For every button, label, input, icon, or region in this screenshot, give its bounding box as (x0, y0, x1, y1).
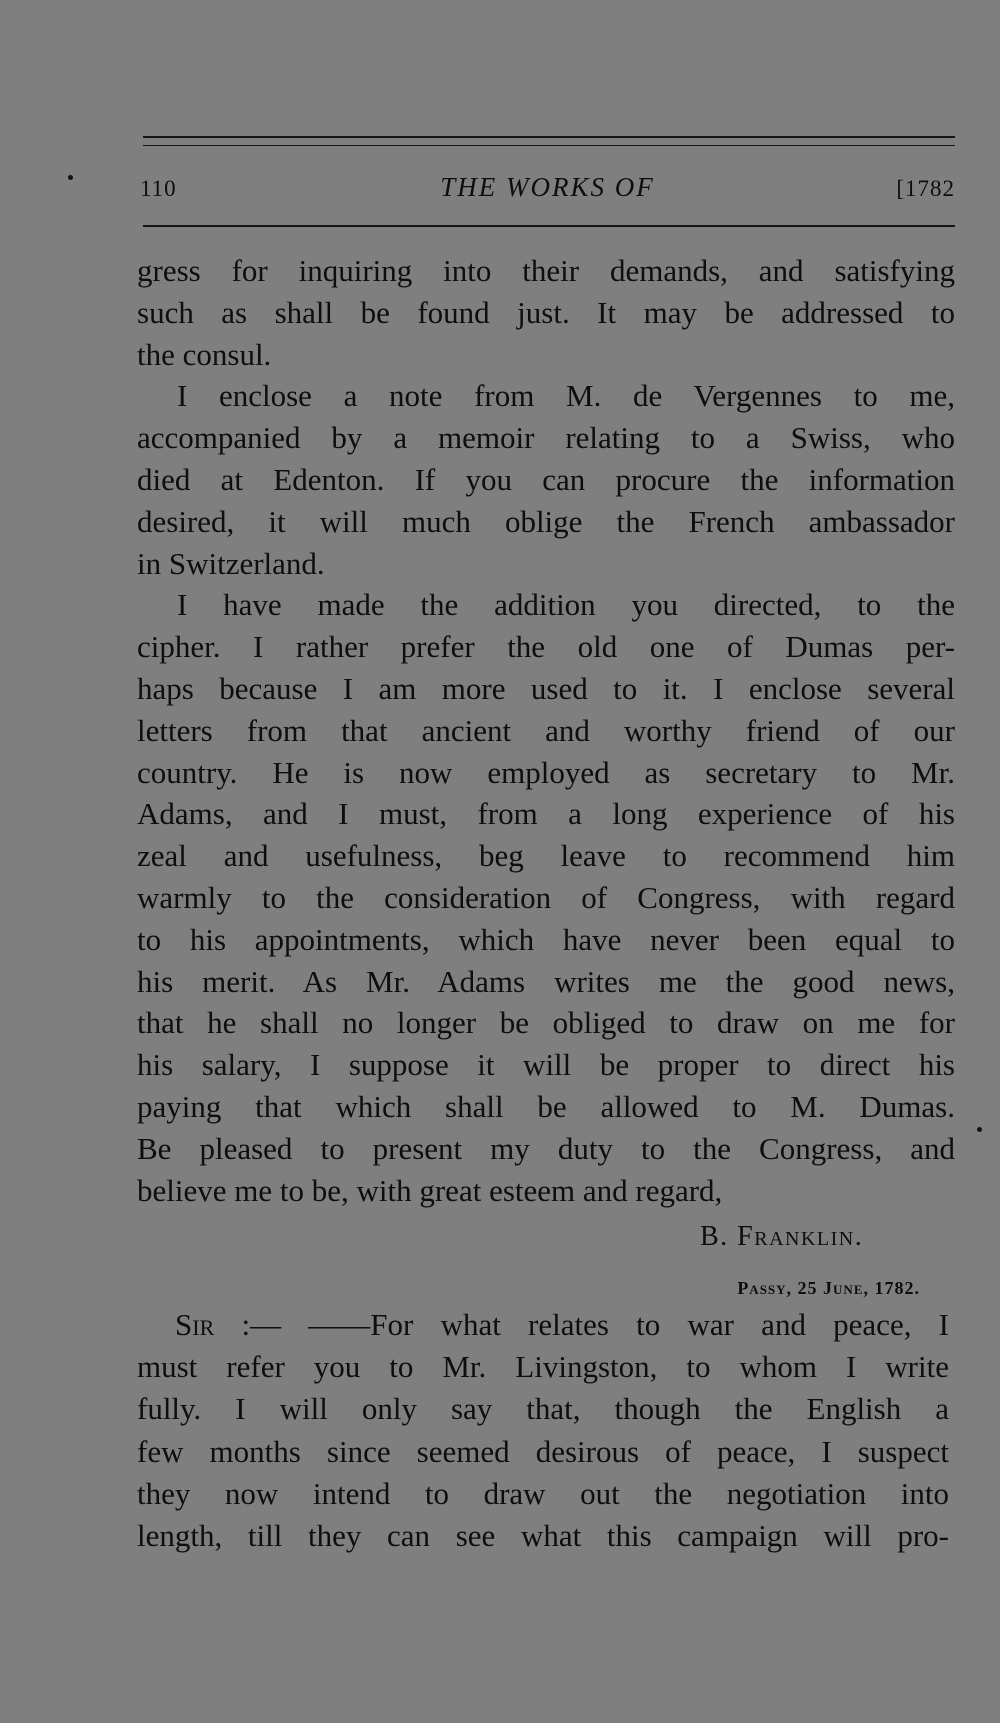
text-line: to his appointments, which have never been equal to (137, 921, 955, 957)
text-line: length, till they can see what this campaign will pro- (137, 1518, 949, 1554)
top-rule-2 (143, 145, 955, 146)
second-letter (137, 1304, 949, 1557)
text-line: his salary, I suppose it will be proper to direct his (137, 1047, 955, 1083)
text-line: zeal and usefulness, beg leave to recommend him (137, 838, 955, 874)
margin-speck (977, 1127, 982, 1132)
text-line: gress for inquiring into their demands, and satisfying (137, 253, 955, 288)
paragraph (137, 375, 955, 584)
top-rule-1 (143, 136, 955, 138)
text-line: haps because I am more used to it. I enclose several (137, 670, 955, 706)
salutation: Sir :— (175, 1307, 282, 1342)
text-line: paying that which shall be allowed to M. Dumas. (137, 1088, 955, 1124)
header-year: [1782 (896, 176, 955, 201)
paragraph (137, 250, 955, 375)
text-line (137, 1304, 949, 1346)
text-line: the consul. (137, 336, 272, 372)
text-line: I enclose a note from M. de Vergennes to me, (177, 378, 955, 414)
paragraph (137, 584, 955, 1211)
text-line: believe me to be, with great esteem and regard, (137, 1172, 723, 1208)
text-line: in Switzerland. (137, 545, 325, 581)
text-line: country. He is now employed as secretary to Mr. (137, 754, 955, 790)
text-line: died at Edenton. If you can procure the information (137, 461, 955, 497)
text-line: Be pleased to present my duty to the Congress, and (137, 1130, 955, 1166)
text-line: Adams, and I must, from a long experience of his (137, 796, 955, 832)
text-fragment: ——For what relates to war and peace, I (308, 1307, 949, 1342)
text-line: such as shall be found just. It may be addressed to (137, 294, 955, 330)
header-rule (143, 225, 955, 227)
text-line: they now intend to draw out the negotiation into (137, 1475, 949, 1511)
text-line: his merit. As Mr. Adams writes me the good news, (137, 963, 955, 999)
text-line: desired, it will much oblige the French ambassador (137, 503, 955, 539)
text-line: cipher. I rather prefer the old one of Dumas per- (137, 629, 955, 665)
running-header (140, 168, 955, 208)
running-title: THE WORKS OF (440, 172, 655, 202)
margin-speck (68, 175, 73, 180)
dateline: Passy, 25 June, 1782. (737, 1278, 920, 1298)
text-line: that he shall no longer be obliged to draw on me for (137, 1005, 955, 1041)
letter-body (137, 250, 955, 1211)
text-line: must refer you to Mr. Livingston, to whom I write (137, 1349, 949, 1385)
text-line: I have made the addition you directed, to the (177, 587, 955, 623)
page-number: 110 (140, 176, 177, 201)
signature: B. Franklin. (700, 1221, 864, 1252)
text-line: few months since seemed desirous of peace, I suspect (137, 1433, 949, 1469)
text-line: letters from that ancient and worthy friend of our (137, 712, 955, 748)
text-line: warmly to the consideration of Congress, with regard (137, 879, 955, 915)
text-line: fully. I will only say that, though the English a (137, 1391, 949, 1427)
text-line: accompanied by a memoir relating to a Swiss, who (137, 420, 955, 456)
